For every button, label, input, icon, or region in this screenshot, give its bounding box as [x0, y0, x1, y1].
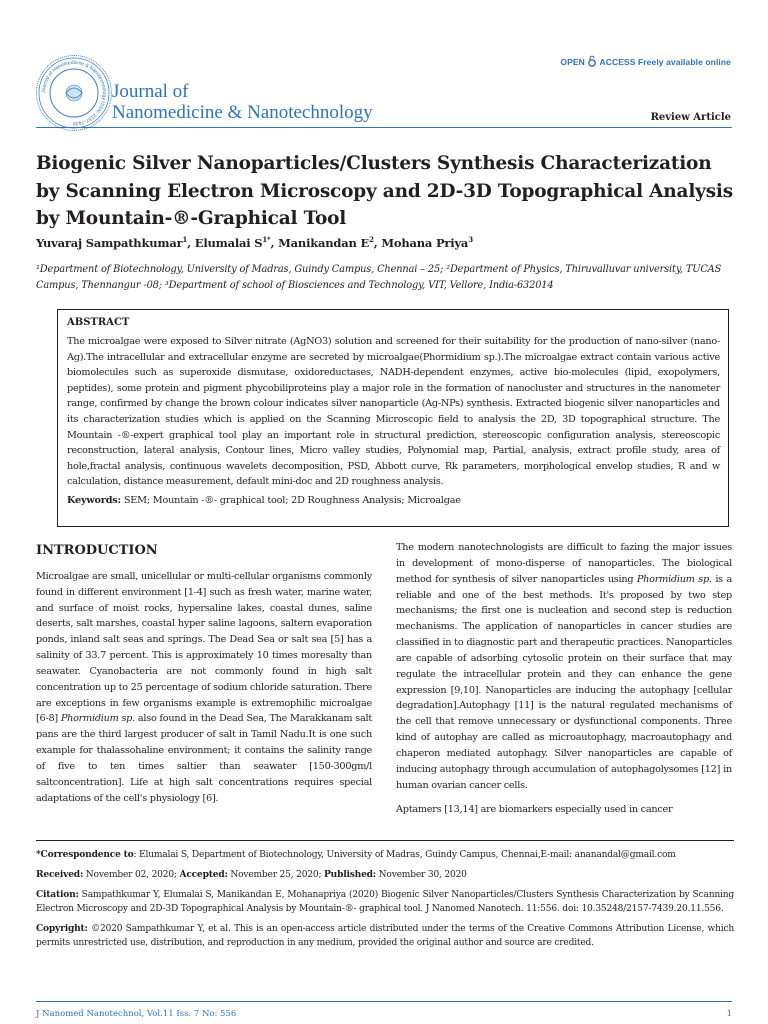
journal-logo-emblem [37, 56, 111, 130]
author-name: Elumalai S [194, 235, 263, 250]
page-number: 1 [726, 1009, 732, 1019]
section-heading-introduction: INTRODUCTION [36, 543, 158, 558]
author-affiliation-mark: 2 [369, 235, 374, 244]
correspondence-label: *Correspondence to [36, 849, 134, 860]
journal-logo [36, 55, 112, 131]
author-name: Mohana Priya [381, 235, 469, 250]
abstract-box [57, 309, 729, 527]
open-access-lock-icon [588, 55, 596, 69]
author-name: Manikandan E [278, 235, 370, 250]
journal-name [112, 81, 373, 123]
open-access-label: OPEN [560, 57, 585, 67]
page-footer-divider [36, 1001, 732, 1002]
citation-text: Sampathkumar Y, Elumalai S, Manikandan E, Mohanapriya (2020) Biogenic Silver Nanoparticles/Clusters Synthesis Characterization by Scanning Electron Microscopy and 2D-3D Topographical Analysis by Mountain-®- graphical tool. J Nanomed Nanotech. 11:556. doi: 10.35248/2157-7439.20.11.556. [36, 890, 734, 914]
article-title: Biogenic Silver Nanoparticles/Clusters Synthesis Characterization by Scanning Electron Microscopy and 2D-3D Topographical Analysis by Mountain-®-Graphical Tool [36, 153, 733, 229]
journal-reference: J Nanomed Nanotechnol, Vol.11 Iss. 7 No: 556 [36, 1009, 237, 1019]
article-type: Review Article [650, 112, 731, 123]
body-text: also found in the Dead Sea, The Marakkanam salt pans are the third largest producer of salt in Tamil Nadu.It is one such example for thalassohaline environment; it contains the salinity range of five to ten times saltier than seawater [150-300gm/l saltconcentration]. Life at high salt concentrations requires special adaptations of the cell's physiology [6]. [36, 713, 372, 804]
keywords-text: SEM; Mountain -®- graphical tool; 2D Roughness Analysis; Microalgae [123, 494, 461, 506]
citation-label: Citation: [36, 889, 79, 900]
keywords-label: Keywords: [67, 494, 121, 506]
species-name: Phormidium sp. [60, 713, 135, 725]
keywords [67, 495, 720, 506]
page-footer [36, 1009, 732, 1019]
journal-name-line1: Journal of [112, 81, 189, 102]
body-text: The modern nanotechnologists are difficult to fazing the major issues in development of mono-disperse of nanoparticles. The biological method for synthesis of silver nanoparticles using [396, 542, 732, 585]
body-paragraph: Aptamers [13,14] are biomarkers especially used in cancer [396, 803, 673, 815]
open-access-notice [560, 55, 731, 69]
copyright-text: ©2020 Sampathkumar Y, et al. This is an open-access article distributed under the terms of the Creative Commons Attribution License, which permits unrestricted use, distribution, and reproduction in any medium, provided the original author and source are credited. [36, 924, 734, 948]
author-affiliation-mark: 1* [262, 235, 271, 244]
abstract-heading: ABSTRACT [67, 317, 130, 328]
body-column-right [396, 540, 732, 825]
received-date: November 02, 2020; [83, 870, 180, 880]
body-paragraph [36, 569, 372, 807]
affiliations: ¹Department of Biotechnology, University of Madras, Guindy Campus, Chennai – 25; ²Department of Physics, Thiruvalluvar university, TUCAS Campus, Thennangur -08; ³Department of school of Biosciences and Technology, VIT, Vellore, India-632014 [36, 264, 722, 291]
copyright-label: Copyright: [36, 923, 88, 934]
open-access-text: ACCESS Freely available online [599, 57, 731, 67]
footnote-divider [36, 840, 734, 841]
dates-note [36, 868, 734, 882]
body-paragraph [396, 540, 732, 794]
author-list: Yuvaraj Sampathkumar$^1$, Elumalai $S^{1*}$, Manikandan $E^2$, Mohana Priya$^3$ [36, 235, 473, 250]
species-name: Phormidium sp. [636, 573, 712, 585]
journal-name-line2: Nanomedicine & Nanotechnology [112, 102, 373, 123]
citation-note [36, 888, 734, 916]
accepted-label: Accepted: [179, 869, 228, 880]
published-label: Published: [324, 869, 376, 880]
abstract-text: The microalgae were exposed to Silver nitrate (AgNO3) solution and screened for their suitability for the production of nano-silver (nano-Ag).The intracellular and extracellular enzyme are secreted by microalgae(Phormidium sp.).The microalgae extract contain various active biomolecules such as superoxide dismutase, oxidoreductases, NADH-dependent enzymes, active bio-molecules (lipid, exopolymers, peptides), some protein and pigment phycobiliproteins play a major role in the formation of nanocluster and structures in the nanometer range, confirmed by change the brown colour indicates silver nanoparticle (Ag-NPs) synthesis. Extracted biogenic silver nanoparticles and its characterization studies which is applied on the Scanning Microscopic field to analysis the 2D, 3D topographical structure. The Mountain -®-expert graphical tool play an important role in structural prediction, stereoscopic configuration analysis, stereoscopic reconstruction, lateral analysis, Contour lines, Micro valley studies, Polynomial map, Partial, analysis, extract profile study, area of hole,fractal analysis, continuous wavelets decomposition, PSD, Abbott curve, Rk parameters, morphological envelop studies, R and w calculation, distance measurement, default mini-doc and 2D roughness analysis. [67, 336, 720, 488]
header-divider [36, 127, 732, 128]
correspondence-text: : Elumalai S, Department of Biotechnology, University of Madras, Guindy Campus, Chennai,E-mail: ananandal@gmail.com [133, 850, 676, 860]
received-label: Received: [36, 869, 84, 880]
body-text: Microalgae are small, unicellular or multi-cellular organisms commonly found in different environment [1-4] such as fresh water, marine water, and surface of moist rocks, hypersaline lakes, coastal dunes, saline deserts, salt marshes, coastal hyper saline lagoons, saltern evaporation ponds, inland salt seas and springs. The Dead Sea or salt sea [5] has a salinity of 33.7 percent. This is approximately 10 times moresalty than seawater. Cyanobacteria are not commonly found in high salt concentration up to 25 percentage of sodium chloride saturation. There are exceptions in few organisms example is extremophilic microalgae [6-8] [36, 570, 372, 725]
correspondence-note [36, 848, 734, 862]
published-date: November 30, 2020 [375, 870, 467, 880]
body-column-left [36, 540, 372, 815]
copyright-note [36, 922, 734, 950]
footnotes [36, 840, 734, 956]
svg-text:Journal of Nanomedicine & Nano: Journal of Nanomedicine & Nanotechnology ISSN: 2157-7439 [40, 59, 108, 127]
author-affiliation-mark: 1 [182, 235, 188, 244]
accepted-date: November 25, 2020; [227, 870, 325, 880]
body-text: is a reliable and one of the best methods. It's proposed by two step mechanisms; the first one is nucleation and second step is reduction mechanisms. The application of nanoparticles in cancer studies are classified in to diagnostic part and therapeutic practices. Nanoparticles are capable of adsorbing cytosolic protein on their surface that may regulate the intracellular protein and they can enhance the gene expression [9,10]. Nanoparticles are inducing the autophagy [cellular degradation].Autophagy [11] is the natural regulated mechanisms of the cell that remove unnecessary or dysfunctional components. Three kind of autophay are called as microautophagy, macroautophagy and chaperon mediated autophagy. Silver nanoparticles are capable of inducing autophagy through accumulation of autophagolysomes [12] in human ovarian cancer cells. [396, 573, 732, 791]
author-affiliation-mark: 3 [468, 235, 473, 244]
author-name: Yuvaraj Sampathkumar [36, 235, 183, 250]
